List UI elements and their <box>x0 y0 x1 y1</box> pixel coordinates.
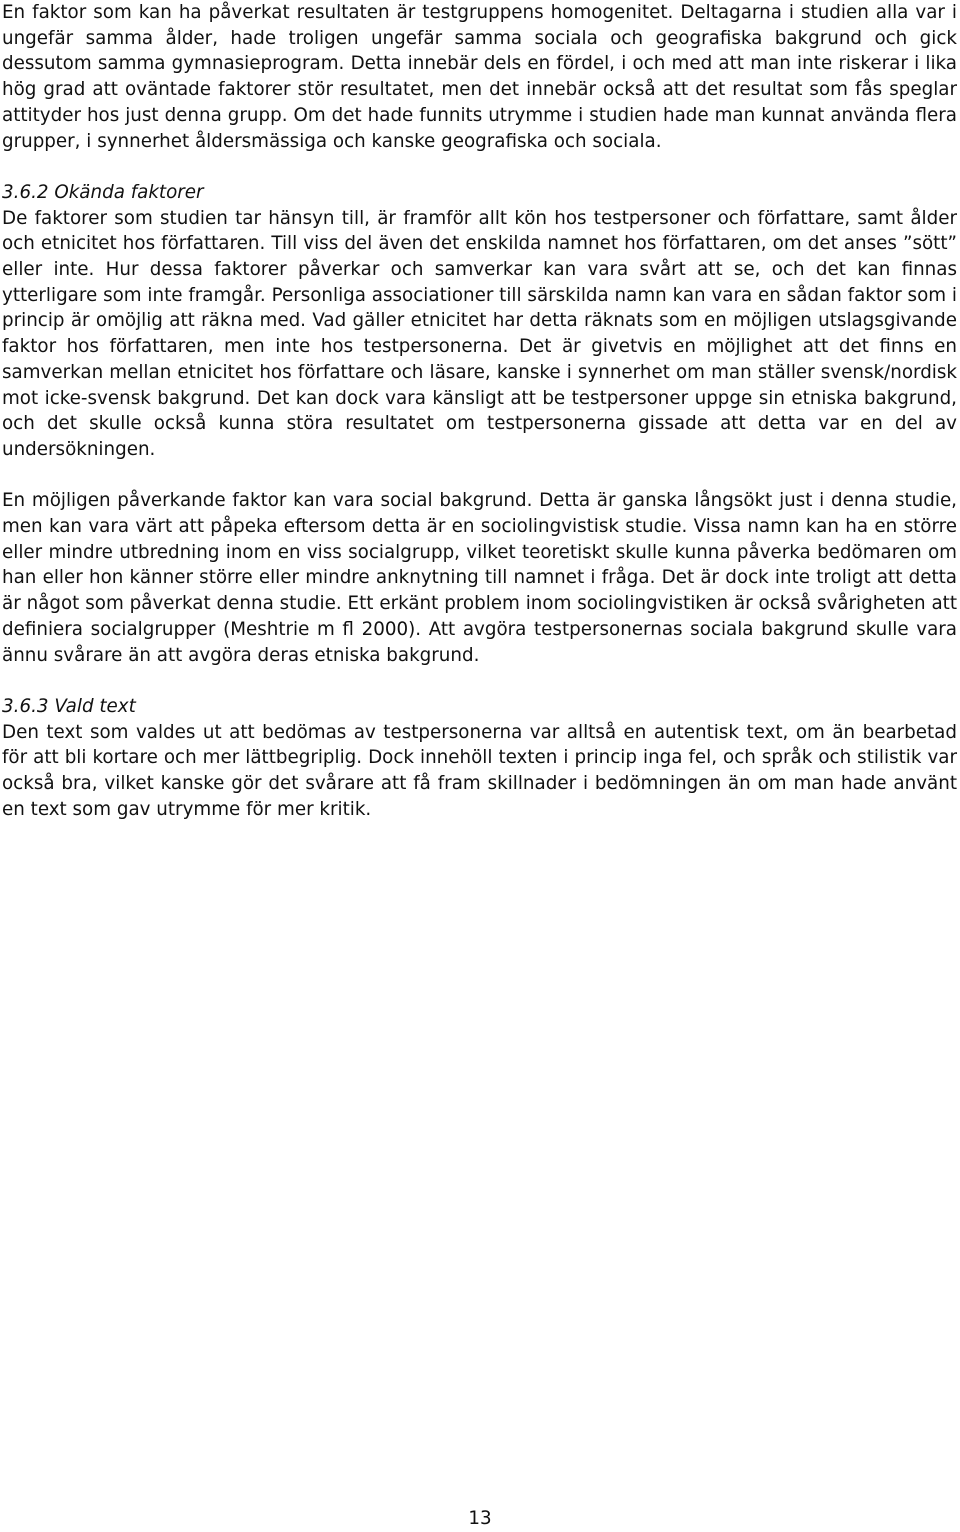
paragraph-factors: De faktorer som studien tar hänsyn till, är framför allt kön hos testpersoner och författare, samt ålder och etnicitet hos författaren. Till viss del även det enskilda namnet hos författaren, om det anses ”sött” eller inte. Hur dessa faktorer påverkar och samverkar kan vara svårt att se, och det kan finnas ytterligare som inte framgår. Personliga associationer till särskilda namn kan vara en sådan faktor som i princip är omöjlig att räkna med. Vad gäller etnicitet har detta räknats som en möjligen utslagsgivande faktor hos författaren, men inte hos testpersonerna. Det är givetvis en möjlighet att det finns en samverkan mellan etnicitet hos författare och läsare, kanske i synnerhet om man ställer svensk/nordisk mot icke-svensk bakgrund. Det kan dock vara känsligt att be testpersoner uppge sin etniska bakgrund, och det skulle också kunna störa resultatet om testpersonerna gissade att detta var en del av undersökningen. <box>2 207 957 460</box>
section-heading-chosen-text: 3.6.3 Vald text <box>2 695 136 717</box>
paragraph-social-background: En möjligen påverkande faktor kan vara social bakgrund. Detta är ganska långsökt just i denna studie, men kan vara värt att påpeka eftersom detta är en sociolingvistisk studie. Vissa namn kan ha en större eller mindre utbredning inom en viss socialgrupp, vilket teoretiskt skulle kunna påverka bedömaren om han eller hon känner större eller mindre anknytning till namnet i fråga. Det är dock inte troligt att detta är något som påverkat denna studie. Ett erkänt problem inom sociolingvistiken är också svårigheten att definiera socialgrupper (Meshtrie m fl 2000). Att avgöra testpersonernas sociala bakgrund skulle vara ännu svårare än att avgöra deras etniska bakgrund. <box>2 490 957 666</box>
paragraph-chosen-text: Den text som valdes ut att bedömas av testpersonerna var alltså en autentisk text, om än bearbetad för att bli kortare och mer lättbegriplig. Dock innehöll texten i princip inga fel, och språk och stilistik var också bra, vilket kanske gör det svårare att få fram skillnader i bedömningen än om man hade använt en text som gav utrymme för mer kritik. <box>2 721 957 820</box>
section-heading-unknown-factors: 3.6.2 Okända faktorer <box>2 181 204 203</box>
paragraph-homogeneity: En faktor som kan ha påverkat resultaten är testgruppens homogenitet. Deltagarna i studien alla var i ungefär samma ålder, hade troligen ungefär samma sociala och geografiska bakgrund och gick dessutom samma gymnasieprogram. Detta innebär dels en fördel, i och med att man inte riskerar i lika hög grad att oväntade faktorer stör resultatet, men det innebär också att det resultat som fås speglar attityder hos just denna grupp. Om det hade funnits utrymme i studien hade man kunnat använda flera grupper, i synnerhet åldersmässiga och kanske geografiska och sociala. <box>2 2 957 152</box>
page-number: 13 <box>468 1508 492 1529</box>
